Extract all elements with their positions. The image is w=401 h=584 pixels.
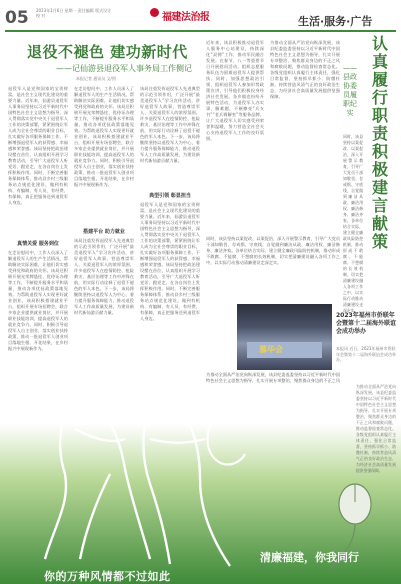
- illustration-side-text: 为推动全面从严治党向纵深发展，该县纪委监委坚持以习近平新时代中国特色社会主义思想为指导，扎实开展专项整治，聚焦群众身边的不正之风和腐败问题，推动监督检查常态化。各级党组织认真履行主体责任，强化日常监督，坚持抓早抓小、防微杜渐，持续营造风清气正的良好政治生态，为经济社会高质量发展提供坚强保障。: [356, 384, 396, 473]
- header-divider: [5, 30, 396, 32]
- section-title: 生活·服务·广告: [298, 15, 373, 28]
- date-line: 2023年1月6日 星期一 责任编辑 版式设计 校 对: [36, 8, 112, 18]
- article-column-7: 为推动全面从严治党向纵深发展，该县纪委监委坚持以习近平新时代中国特色社会主义思想为指导，扎实开展专项整治，聚焦群众身边的不正之风: [206, 372, 341, 383]
- illustration-slogan-right: 清廉福建，你我同行: [260, 551, 359, 564]
- article-byline: 本报记者 通讯员 文/图: [76, 76, 116, 81]
- article-subtitle-2: 搭建平台 助力就业: [83, 229, 125, 235]
- photo-caption: 2023年福州市侨联年会暨第十二届海外联谊会成功举办: [336, 312, 397, 335]
- article-headline: 退役不褪色 建功新时代: [27, 43, 188, 61]
- newspaper-logo-icon: [150, 8, 159, 17]
- article-subtitle-3: 典型引领 彰显担当: [149, 193, 191, 199]
- article-column-3: 该局注重发挥退役军人先进典型的示范引领作用，广泛开展“最美退役军人”学习宣传活动，讲好退役军人故事，营造尊崇军人、关爱退役军人的浓厚氛围。许多退役军人在疫情防控、抢险救灾、基层治理等工作中冲锋在前，用实际行动诠释了退役不褪色的军人本色。下一步，该局将继续坚持以退役军人为中心，着力提升服务保障能力，推动退役军人工作高质量发展，为建设新时代新仙游贡献力量。: [140, 86, 200, 163]
- feature-vertical-subtitle: ——县政协委员履职纪实: [343, 64, 357, 117]
- feature-vertical-title: 认真履行职责积极建言献策: [371, 34, 388, 251]
- article-column-4: 近年来，该县积极推动退役军人服务中心站建设，持续深化“双拥”工作，推动军民融合发展。在春节、八一等重要节日开展慰问活动，组织志愿服务队伍为困难退役军人提供帮扶。同时，加强思想政治引领，组织退役军人参加形势政策宣讲，引导他们积极投身经济社会发展。各乡镇也纷纷开展特色活动，为退役军人办实事、解难题，不断擦亮“兵支书”“老兵调解室”等服务品牌，让广大退役军人切实感受到荣誉和温暖，努力营造全社会关心支持退役军人工作的良好氛围。: [206, 40, 264, 141]
- feature-side-text: 同时，该县坚持以案促改、以案促治，深入开展警示教育，引导广大党员干部知敬畏、存戒惧、守底线，自觉做到廉洁从政、廉洁用权、廉洁修身、廉洁齐家。各单位结合实际，建立健全廉政风险防控机制，推动形成不敢腐、不能腐、不想腐的长效机制，切实把清廉建设融入各项工作之中，以实际行动推动清廉建设走深走实。: [343, 134, 363, 313]
- article-subhead: ——记仙游县退役军人事务局工作侧记: [56, 64, 192, 73]
- article-column-2: 在走访慰问中，工作人员深入了解退役军人的生产生活情况，帮助解决实际困难，让他们切实感受到党和政府的关怀。该局还积极开展光荣牌悬挂、优待证办理等工作，不断提升服务水平和质量，推动各项优抚政策落地见效。为帮助退役军人实现更好就业创业，该局积极搭建就业平台，组织开展专场招聘会，联合多家企业提供就业岗位，并开展职业技能培训，提高退役军人的就业竞争力。同时，积极引导退役军人自主创业，落实创业扶持政策，推动一批退役军人创业项目落地生根、开花结果，在乡村振兴中展现新作为。: [74, 86, 134, 187]
- article-column-3b: 退役军人是党和国家的宝贵财富，是社会主义现代化建设的重要力量。近年来，仙游县退役军人事务局坚持以习近平新时代中国特色社会主义思想为指导，深入贯彻落实党中央关于退役军人工作的决策部署，紧紧围绕让军人成为全社会尊崇的职业目标，扎实做好各项服务保障工作，不断增强退役军人的获得感、幸福感和荣誉感。该局坚持把政治建设摆在首位，认真组织开展学习教育活动，引导广大退役军人听党话、跟党走，在各自岗位上发挥积极作用。同时，不断完善服务保障体系，推动县乡村三级服务站点规范化建设，做到有机构、有编制、有人员、有经费、有保障，真正把服务送到退役军人身边。: [140, 202, 200, 321]
- article-subtitle-1: 真情关爱 服务到位: [17, 241, 59, 247]
- article-column-5: 为推动全面从严治党向纵深发展，该县纪委监委坚持以习近平新时代中国特色社会主义思想为指导，扎实开展专项整治，聚焦群众身边的不正之风和腐败问题，推动监督检查常态化。各级党组织认真履行主体责任，强化日常监督，坚持抓早抓小、防微杜渐，持续营造风清气正的良好政治生态，为经济社会高质量发展提供坚强保障。: [270, 40, 340, 99]
- article-column-1b: 在走访慰问中，工作人员深入了解退役军人的生产生活情况，帮助解决实际困难，让他们切实感受到党和政府的关怀。该局还积极开展光荣牌悬挂、优待证办理等工作，不断提升服务水平和质量，推动各项优抚政策落地见效。为帮助退役军人实现更好就业创业，该局积极搭建就业平台，组织开展专场招聘会，联合多家企业提供就业岗位，并开展职业技能培训，提高退役军人的就业竞争力。同时，积极引导退役军人自主创业，落实创业扶持政策，推动一批退役军人创业项目落地生根、开花结果，在乡村振兴中展现新作为。: [8, 250, 68, 351]
- article-column-1: 退役军人是党和国家的宝贵财富，是社会主义现代化建设的重要力量。近年来，仙游县退役军人事务局坚持以习近平新时代中国特色社会主义思想为指导，深入贯彻落实党中央关于退役军人工作的决策部署，紧紧围绕让军人成为全社会尊崇的职业目标，扎实做好各项服务保障工作，不断增强退役军人的获得感、幸福感和荣誉感。该局坚持把政治建设摆在首位，认真组织开展学习教育活动，引导广大退役军人听党话、跟党走，在各自岗位上发挥积极作用。同时，不断完善服务保障体系，推动县乡村三级服务站点规范化建设，做到有机构、有编制、有人员、有经费、有保障，真正把服务送到退役军人身边。: [8, 86, 68, 205]
- photo-banner-text: 慕华会: [259, 344, 283, 354]
- illustration-slogan-left: 你的万种风情都不过如此: [44, 570, 171, 583]
- article-column-6: 同时，该县坚持以案促改、以案促治，深入开展警示教育，引导广大党员干部知敬畏、存戒惧、守底线，自觉做到廉洁从政、廉洁用权、廉洁修身、廉洁齐家。各单位结合实际，建立健全廉政风险防控机制，推动形成不敢腐、不能腐、不想腐的长效机制，切实把清廉建设融入各项工作之中，以实际行动推动清廉建设走深走实。: [206, 236, 341, 265]
- newspaper-name: 福建法治报: [162, 12, 210, 23]
- article-column-2b: 该局注重发挥退役军人先进典型的示范引领作用，广泛开展“最美退役军人”学习宣传活动，讲好退役军人故事，营造尊崇军人、关爱退役军人的浓厚氛围。许多退役军人在疫情防控、抢险救灾、基层治理等工作中冲锋在前，用实际行动诠释了退役不褪色的军人本色。下一步，该局将继续坚持以退役军人为中心，着力提升服务保障能力，推动退役军人工作高质量发展，为建设新时代新仙游贡献力量。: [74, 238, 134, 315]
- photo-caption-small: 本报讯 近日，2023年福州市侨联年会暨第十二届海外联谊会成功举办。: [336, 346, 396, 362]
- page-number: 05: [5, 8, 29, 28]
- event-photo: [237, 304, 332, 370]
